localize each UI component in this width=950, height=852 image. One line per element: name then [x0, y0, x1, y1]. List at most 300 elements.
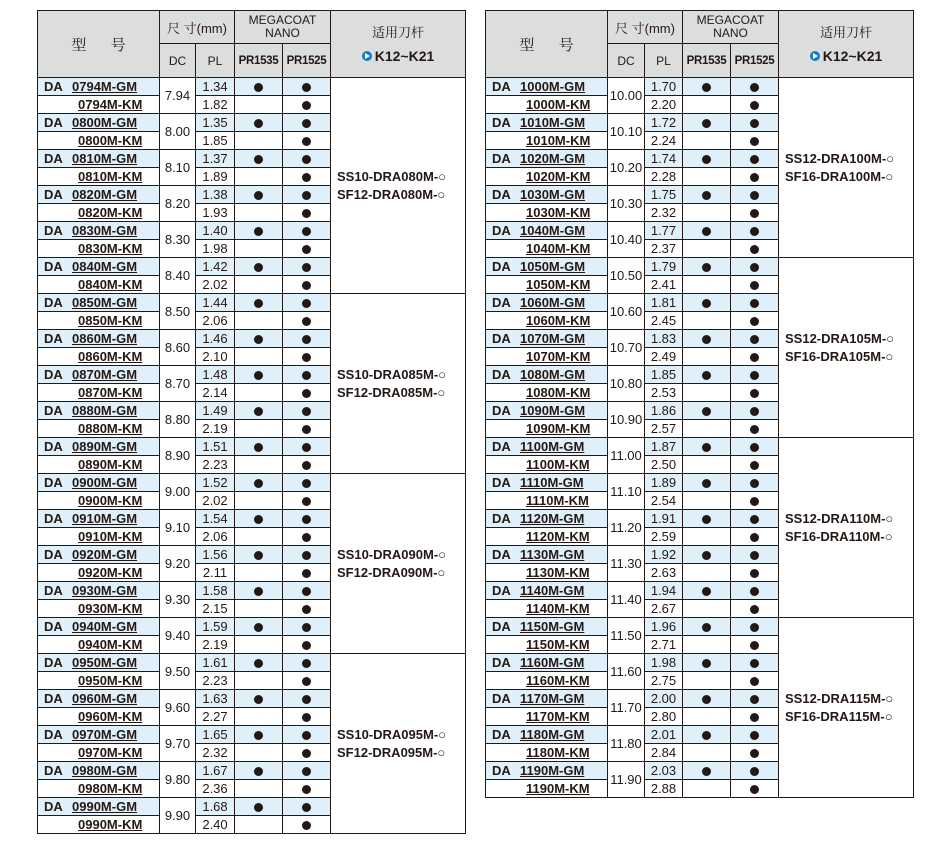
model-code: 0850M-KM: [78, 313, 143, 328]
model-prefix: DA: [44, 403, 63, 418]
pl-value: 1.67: [196, 762, 235, 780]
grade-pr1535-cell: [683, 474, 731, 492]
model-code: 0980M-KM: [78, 781, 143, 796]
grade-pr1535-cell: [235, 96, 283, 114]
model-cell: [38, 402, 160, 420]
availability-dot-icon: [302, 569, 311, 578]
model-prefix: DA: [492, 655, 511, 670]
model-code: 0860M-GM: [72, 331, 138, 346]
pl-value: 1.86: [645, 402, 683, 420]
model-code: 0840M-GM: [72, 259, 138, 274]
table-header: [38, 11, 466, 78]
grade-pr1525-cell: [731, 456, 779, 474]
grade-pr1535-cell: [683, 312, 731, 330]
pl-header: PL: [196, 44, 235, 78]
dc-value: 8.10: [160, 150, 196, 186]
grade-pr1535-cell: [235, 132, 283, 150]
availability-dot-icon: [750, 677, 759, 686]
pl-value: 2.06: [196, 528, 235, 546]
model-prefix: DA: [492, 619, 511, 634]
dc-value: 8.60: [160, 330, 196, 366]
grade-pr1535-cell: [683, 726, 731, 744]
grade-pr1535-cell: [683, 762, 731, 780]
dc-value: 8.80: [160, 402, 196, 438]
grade-pr1535-cell: [235, 564, 283, 582]
model-prefix: DA: [44, 475, 63, 490]
model-prefix: DA: [492, 115, 511, 130]
grade-pr1535-cell: [235, 168, 283, 186]
grade-pr1525-cell: [283, 114, 331, 132]
pl-value: 2.40: [196, 816, 235, 834]
availability-dot-icon: [750, 479, 759, 488]
dc-value: 10.80: [608, 366, 645, 402]
availability-dot-icon: [750, 605, 759, 614]
dc-value: 10.40: [608, 222, 645, 258]
availability-dot-icon: [702, 443, 711, 452]
model-code: 0930M-KM: [78, 601, 143, 616]
pl-value: 1.89: [645, 474, 683, 492]
availability-dot-icon: [254, 443, 263, 452]
model-prefix: DA: [44, 691, 63, 706]
dc-value: 9.20: [160, 546, 196, 582]
availability-dot-icon: [254, 767, 263, 776]
grade-pr1525-cell: [283, 204, 331, 222]
dc-value: 9.60: [160, 690, 196, 726]
grade-pr1535-cell: [683, 528, 731, 546]
model-cell: [486, 150, 608, 168]
model-code: 1180M-KM: [526, 745, 590, 760]
pl-value: 2.28: [645, 168, 683, 186]
table-row: [486, 618, 914, 636]
grade-pr1525-cell: [283, 294, 331, 312]
availability-dot-icon: [302, 155, 311, 164]
availability-dot-icon: [302, 479, 311, 488]
grade-pr1525-cell: [731, 150, 779, 168]
availability-dot-icon: [302, 497, 311, 506]
model-code: 1050M-GM: [520, 259, 586, 274]
grade-pr1535-cell: [235, 204, 283, 222]
availability-dot-icon: [302, 695, 311, 704]
grade-pr1525-cell: [731, 672, 779, 690]
pl-value: 2.67: [645, 600, 683, 618]
dc-value: 8.00: [160, 114, 196, 150]
availability-dot-icon: [702, 191, 711, 200]
model-cell: [38, 636, 160, 654]
holder-model: SS10-DRA095M-○: [337, 726, 446, 742]
pl-value: 1.91: [645, 510, 683, 528]
grade-pr1535-cell: [683, 600, 731, 618]
availability-dot-icon: [702, 83, 711, 92]
grade-pr1535-cell: [683, 366, 731, 384]
model-prefix: DA: [492, 295, 511, 310]
grade-pr1525-cell: [283, 510, 331, 528]
grade-pr1525-cell: [731, 636, 779, 654]
pl-value: 2.63: [645, 564, 683, 582]
grade-pr1525-cell: [283, 420, 331, 438]
pl-value: 2.06: [196, 312, 235, 330]
model-cell: [38, 150, 160, 168]
availability-dot-icon: [254, 695, 263, 704]
model-cell: [38, 312, 160, 330]
grade-pr1525-cell: [731, 546, 779, 564]
model-prefix: DA: [44, 583, 63, 598]
model-cell: [38, 600, 160, 618]
model-cell: [486, 204, 608, 222]
availability-dot-icon: [702, 659, 711, 668]
availability-dot-icon: [254, 731, 263, 740]
grade-pr1525-cell: [731, 114, 779, 132]
model-code: 1000M-GM: [520, 79, 586, 94]
model-code: 1050M-KM: [526, 277, 591, 292]
holder-model: SS10-DRA080M-○: [337, 168, 446, 184]
availability-dot-icon: [302, 119, 311, 128]
pl-value: 2.45: [645, 312, 683, 330]
availability-dot-icon: [702, 119, 711, 128]
model-code: 1040M-GM: [520, 223, 586, 238]
availability-dot-icon: [302, 443, 311, 452]
grade-pr1525-cell: [731, 492, 779, 510]
model-code: 1150M-GM: [520, 619, 585, 634]
model-code: 0830M-GM: [72, 223, 138, 238]
grade-pr1535-cell: [683, 492, 731, 510]
availability-dot-icon: [750, 461, 759, 470]
holder-model: SF12-DRA080M-○: [337, 186, 446, 202]
availability-dot-icon: [254, 587, 263, 596]
availability-dot-icon: [302, 821, 311, 830]
model-cell: [38, 348, 160, 366]
pl-value: 2.59: [645, 528, 683, 546]
model-cell: [38, 186, 160, 204]
availability-dot-icon: [750, 497, 759, 506]
model-cell: [38, 564, 160, 582]
availability-dot-icon: [750, 623, 759, 632]
model-cell: [38, 654, 160, 672]
holder-model: SF16-DRA100M-○: [785, 168, 894, 184]
availability-dot-icon: [254, 803, 263, 812]
grade-pr1525-cell: [731, 294, 779, 312]
availability-dot-icon: [750, 119, 759, 128]
availability-dot-icon: [750, 173, 759, 182]
dc-value: 11.30: [608, 546, 645, 582]
model-code: 0820M-GM: [72, 187, 138, 202]
availability-dot-icon: [302, 227, 311, 236]
grade-pr1535-cell: [235, 618, 283, 636]
model-prefix: DA: [492, 691, 511, 706]
grade-pr1525-cell: [731, 312, 779, 330]
model-code: 0794M-GM: [72, 79, 138, 94]
availability-dot-icon: [254, 83, 263, 92]
model-cell: [486, 276, 608, 294]
size-header: 尺 寸(mm): [608, 11, 683, 44]
pl-value: 2.23: [196, 456, 235, 474]
grade-pr1535-cell: [235, 492, 283, 510]
grade-pr1535-cell: [235, 312, 283, 330]
pl-value: 1.98: [196, 240, 235, 258]
model-cell: [38, 132, 160, 150]
model-code: 0920M-GM: [72, 547, 138, 562]
model-code: 0810M-GM: [72, 151, 138, 166]
grade-pr1535-cell: [683, 672, 731, 690]
dc-value: 11.90: [608, 762, 645, 798]
model-cell: [486, 528, 608, 546]
model-cell: [486, 114, 608, 132]
model-cell: [486, 258, 608, 276]
grade-pr1535-cell: [683, 96, 731, 114]
availability-dot-icon: [302, 335, 311, 344]
model-cell: [486, 420, 608, 438]
model-prefix: DA: [44, 187, 63, 202]
holder-cell: [331, 78, 466, 294]
model-cell: [486, 240, 608, 258]
availability-dot-icon: [302, 749, 311, 758]
grade-pr1535-cell: [683, 744, 731, 762]
model-code: 1140M-GM: [520, 583, 585, 598]
pl-value: 1.93: [196, 204, 235, 222]
model-cell: [486, 492, 608, 510]
grade-pr1525-cell: [283, 96, 331, 114]
coating-header: MEGACOAT NANO: [683, 11, 779, 44]
grade-pr1525-cell: [283, 168, 331, 186]
grade-pr1535-cell: [235, 240, 283, 258]
model-code: 0800M-GM: [72, 115, 138, 130]
availability-dot-icon: [254, 623, 263, 632]
grade-pr1535-cell: [235, 384, 283, 402]
holder-model: SS10-DRA090M-○: [337, 546, 446, 562]
model-prefix: DA: [492, 151, 511, 166]
holder-header: 适用刀杆 K12~K21: [779, 11, 914, 78]
grade-pr1535-cell: [683, 114, 731, 132]
model-code: 1040M-KM: [526, 241, 591, 256]
availability-dot-icon: [750, 569, 759, 578]
availability-dot-icon: [702, 587, 711, 596]
model-prefix: DA: [44, 763, 63, 778]
model-prefix: DA: [44, 511, 63, 526]
availability-dot-icon: [254, 335, 263, 344]
model-prefix: DA: [492, 763, 511, 778]
model-code: 0840M-KM: [78, 277, 143, 292]
grade-pr1535-cell: [235, 636, 283, 654]
model-prefix: DA: [44, 547, 63, 562]
grade-pr1535-cell: [683, 258, 731, 276]
availability-dot-icon: [702, 515, 711, 524]
grade-pr1525-cell: [731, 618, 779, 636]
model-prefix: DA: [44, 115, 63, 130]
grade-pr1525-cell: [731, 708, 779, 726]
pl-value: 1.38: [196, 186, 235, 204]
availability-dot-icon: [302, 785, 311, 794]
model-cell: [486, 546, 608, 564]
grade-pr1525-cell: [283, 402, 331, 420]
grade-pr1525-cell: [283, 744, 331, 762]
model-code: 0960M-GM: [72, 691, 138, 706]
model-prefix: DA: [44, 151, 63, 166]
pl-value: 2.54: [645, 492, 683, 510]
model-code: 0870M-KM: [78, 385, 143, 400]
grade-pr1525-cell: [731, 348, 779, 366]
grade-pr1535-cell: [235, 708, 283, 726]
grade-pr1535-cell: [683, 294, 731, 312]
model-code: 1010M-GM: [520, 115, 586, 130]
model-cell: [38, 528, 160, 546]
availability-dot-icon: [750, 785, 759, 794]
dc-value: 9.10: [160, 510, 196, 546]
model-cell: [38, 474, 160, 492]
model-cell: [486, 168, 608, 186]
grade-pr1525-cell: [283, 330, 331, 348]
pl-value: 1.34: [196, 78, 235, 96]
holder-model: SS12-DRA115M-○: [785, 690, 894, 706]
pl-value: 2.32: [196, 744, 235, 762]
availability-dot-icon: [302, 263, 311, 272]
grade-pr1535-cell: [683, 330, 731, 348]
availability-dot-icon: [302, 209, 311, 218]
pl-value: 1.63: [196, 690, 235, 708]
availability-dot-icon: [302, 533, 311, 542]
model-cell: [38, 762, 160, 780]
grade-pr1525-cell: [283, 474, 331, 492]
pl-value: 1.40: [196, 222, 235, 240]
model-code: 1120M-GM: [520, 511, 585, 526]
model-code: 0950M-GM: [72, 655, 138, 670]
grade-pr1535-cell: [235, 186, 283, 204]
grade-pr1525-cell: [731, 402, 779, 420]
grade-pr1525-cell: [731, 438, 779, 456]
holder-model: SF12-DRA095M-○: [337, 744, 446, 760]
pl-value: 1.85: [645, 366, 683, 384]
model-prefix: DA: [492, 79, 511, 94]
availability-dot-icon: [302, 407, 311, 416]
model-code: 0890M-KM: [78, 457, 143, 472]
pl-value: 1.74: [645, 150, 683, 168]
model-code: 1010M-KM: [526, 133, 591, 148]
grade-pr1525-cell: [283, 258, 331, 276]
grade-pr1525-cell: [283, 150, 331, 168]
dc-value: 10.90: [608, 402, 645, 438]
model-code: 1090M-KM: [526, 421, 591, 436]
model-code: 0920M-KM: [78, 565, 143, 580]
model-code: 0890M-GM: [72, 439, 138, 454]
model-code: 1100M-KM: [526, 457, 590, 472]
model-code: 0800M-KM: [78, 133, 143, 148]
dc-value: 8.40: [160, 258, 196, 294]
model-cell: [38, 330, 160, 348]
model-code: 0870M-GM: [72, 367, 138, 382]
model-cell: [486, 294, 608, 312]
table-row: [486, 78, 914, 96]
grade-pr1525-cell: [731, 366, 779, 384]
availability-dot-icon: [750, 227, 759, 236]
model-prefix: DA: [44, 727, 63, 742]
table-row: [38, 294, 466, 312]
pl-value: 1.54: [196, 510, 235, 528]
dc-value: 10.10: [608, 114, 645, 150]
grade-pr1535-cell: [683, 582, 731, 600]
model-prefix: DA: [492, 547, 511, 562]
availability-dot-icon: [750, 317, 759, 326]
model-code: 1190M-GM: [520, 763, 585, 778]
grade-pr1525-cell: [731, 780, 779, 798]
pl-value: 2.24: [645, 132, 683, 150]
holder-model: SS10-DRA085M-○: [337, 366, 446, 382]
model-cell: [486, 510, 608, 528]
grade-pr1535-cell: [235, 78, 283, 96]
model-code: 0850M-GM: [72, 295, 138, 310]
dc-value: 9.70: [160, 726, 196, 762]
model-cell: [486, 456, 608, 474]
holder-model: SS12-DRA105M-○: [785, 330, 894, 346]
grade-pr1525-cell: [731, 168, 779, 186]
grade-pr1525-cell: [731, 600, 779, 618]
model-cell: [486, 690, 608, 708]
grade-pr1535-cell: [683, 276, 731, 294]
dc-value: 10.60: [608, 294, 645, 330]
model-cell: [38, 546, 160, 564]
grade-pr1535-cell: [683, 78, 731, 96]
availability-dot-icon: [702, 155, 711, 164]
holder-model: SF12-DRA090M-○: [337, 564, 446, 580]
grade-pr1525-cell: [731, 564, 779, 582]
model-code: 0950M-KM: [78, 673, 143, 688]
grade-pr1535-cell: [235, 456, 283, 474]
grade-pr1535-cell: [235, 654, 283, 672]
dc-value: 11.70: [608, 690, 645, 726]
model-prefix: DA: [44, 223, 63, 238]
grade-pr1535-cell: [235, 510, 283, 528]
model-prefix: DA: [492, 403, 511, 418]
availability-dot-icon: [750, 713, 759, 722]
availability-dot-icon: [302, 353, 311, 362]
model-cell: [38, 258, 160, 276]
pl-value: 1.51: [196, 438, 235, 456]
holder-cell: [331, 654, 466, 834]
model-prefix: DA: [492, 367, 511, 382]
grade-pr1525-cell: [731, 276, 779, 294]
holder-cell: [779, 78, 914, 258]
model-code: 1080M-KM: [526, 385, 591, 400]
pl-value: 1.65: [196, 726, 235, 744]
model-cell: [486, 366, 608, 384]
grade-pr1535-cell: [683, 708, 731, 726]
availability-dot-icon: [750, 425, 759, 434]
availability-dot-icon: [302, 767, 311, 776]
model-cell: [38, 384, 160, 402]
availability-dot-icon: [750, 155, 759, 164]
availability-dot-icon: [254, 407, 263, 416]
model-cell: [486, 708, 608, 726]
pl-value: 1.59: [196, 618, 235, 636]
model-cell: [486, 582, 608, 600]
availability-dot-icon: [750, 659, 759, 668]
model-code: 0940M-GM: [72, 619, 138, 634]
model-cell: [38, 618, 160, 636]
spec-table-right: [485, 10, 914, 798]
grade-pr1535-cell: [683, 654, 731, 672]
availability-dot-icon: [302, 425, 311, 434]
availability-dot-icon: [702, 623, 711, 632]
pl-value: 1.68: [196, 798, 235, 816]
grade-pr1535-cell: [235, 114, 283, 132]
dc-header: DC: [160, 44, 196, 78]
grade-pr1535-cell: [683, 546, 731, 564]
model-code: 0810M-KM: [78, 169, 143, 184]
grade-pr1535-cell: [235, 150, 283, 168]
availability-dot-icon: [302, 137, 311, 146]
pl-value: 1.70: [645, 78, 683, 96]
grade-pr1525-cell: [731, 330, 779, 348]
model-code: 0940M-KM: [78, 637, 143, 652]
holder-cell: [779, 618, 914, 798]
grade-pr1525-cell: [283, 438, 331, 456]
